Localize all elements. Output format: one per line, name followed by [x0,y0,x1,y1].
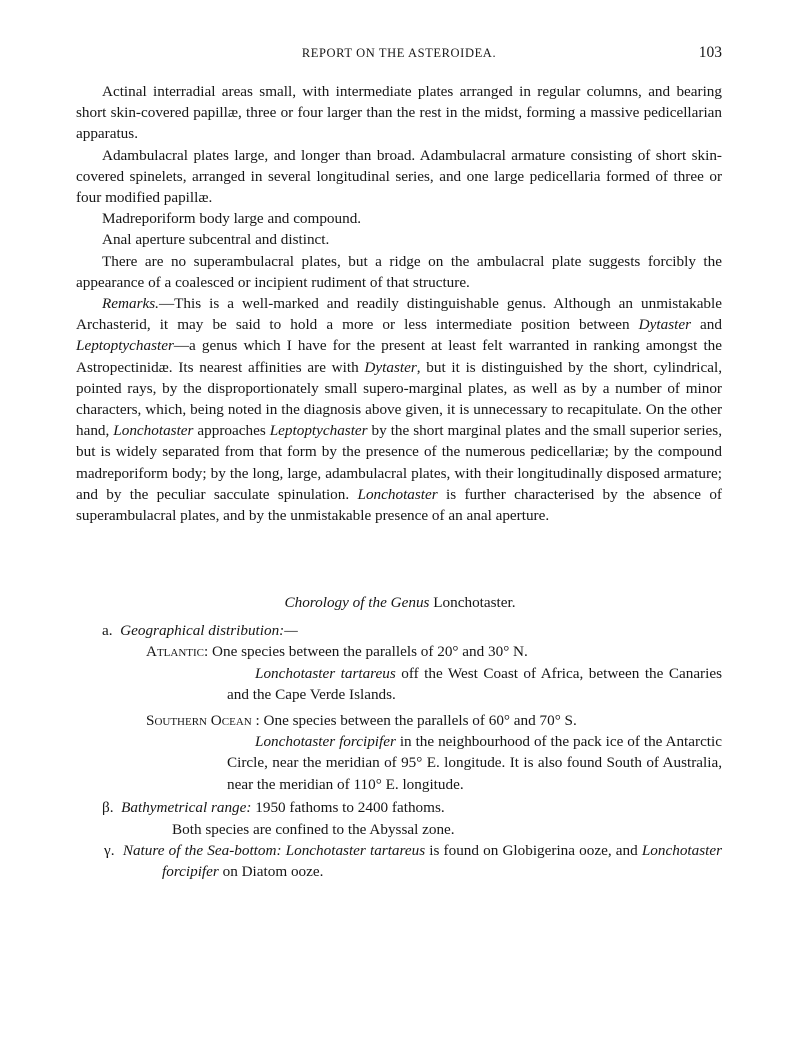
species-name: Lonchotaster tartareus [285,842,426,860]
paragraph-adambulacral-plates: Adambulacral plates large, and longer than broad. Adambulacral armature consisting of short skin-covered spinelets, arranged in several longitudinal series, and one large pedicellaria formed of three or four modified papillæ. [76,146,722,207]
genus-name: Leptoptychaster [76,337,174,355]
sea-bottom-title: Nature of the Sea-bottom: [122,842,282,860]
southern-species-entry [76,731,722,795]
running-head: REPORT ON THE ASTEROIDEA. [301,46,497,60]
paragraph-madreporiform-body: Madreporiform body large and compound. [102,210,362,228]
bathymetrical-range [76,797,722,818]
chorology-heading-genus: Lonchotaster. [433,594,516,611]
atlantic-species-entry [76,663,722,706]
atlantic-label: Atlantic [146,643,205,661]
atlantic-detail: off the West Coast of Africa, between the Canaries and the Cape Verde Islands. [227,664,722,704]
genus-name: Leptoptychaster [269,422,368,440]
geographical-distribution-title: Geographical distribution:— [120,622,298,639]
section-marker-beta: β. [102,799,114,817]
bathymetrical-range-text: 1950 fathoms to 2400 fathoms. [251,799,445,817]
geographical-distribution-heading [76,620,722,641]
genus-name: Dytaster [638,316,691,334]
genus-name: Dytaster [364,358,417,376]
page-header [76,46,722,68]
southern-detail: in the neighbourhood of the pack ice of the Antarctic Circle, near the meridian of 95° E. longitude. It is also found South of Australia, near the meridian of 110° E. longitude. [227,733,722,793]
chorology-heading-italic: Chorology of the Genus [284,594,430,611]
species-name: Lonchotaster forcipifer [162,842,723,881]
southern-ocean-region [76,710,722,731]
chorology-heading [0,594,800,612]
genus-name: Lonchotaster [357,485,438,503]
species-name: Lonchotaster tartareus [255,664,396,682]
paragraph-remarks [76,293,722,526]
remarks-text: and [690,316,722,334]
remarks-text: —a genus which I have for the present at least felt warranted in ranking amongst the Astropectinidæ. Its nearest affinities are with [76,337,722,376]
genus-description [76,81,722,526]
bathymetrical-range-title: Bathymetrical range: [121,799,252,817]
genus-name: Lonchotaster [113,422,194,440]
remarks-text: , but it is distinguished by the short, cylindrical, pointed rays, by the disproportionately small supero-marginal plates, as well as by a number of minor characters, which, being noted in the diagnosis above given, it is unnecessary to recapitulate. On the other hand, [76,358,722,440]
section-marker-alpha: a. [102,622,113,639]
paragraph-anal-aperture: Anal aperture subcentral and distinct. [102,231,330,249]
remarks-text: —This is a well-marked and readily distinguishable genus. Although an unmistakable Archasterid, it may be said to hold a more or less intermediate position between [76,295,722,334]
abyssal-zone-note: Both species are confined to the Abyssal zone. [172,820,455,838]
remarks-label: Remarks. [102,295,159,313]
southern-ocean-label: Southern Ocean [146,711,252,729]
remarks-text: approaches [193,422,270,440]
atlantic-region [76,641,722,662]
page-number: 103 [698,44,722,61]
section-marker-gamma: γ. [104,842,115,860]
sea-bottom-text: is found on Globigerina ooze, and [425,842,642,860]
paragraph-superambulacral-plates: There are no superambulacral plates, but a ridge on the ambulacral plate suggests forcibly the appearance of a coalesced or incipient rudiment of that structure. [76,252,722,291]
atlantic-text: : One species between the parallels of 20° and 30° N. [204,643,528,661]
species-name: Lonchotaster forcipifer [255,733,396,751]
remarks-text: by the short marginal plates and the small superior series, but is widely separated from that form by the presence of the numerous pedicellariæ; by the compound madreporiform body; by the long, large, adambulacral plates, with their longitudinally disposed armature; and by the peculiar sacculate spinulation. [76,422,723,503]
sea-bottom-text: on Diatom ooze. [218,863,324,881]
chorology-section [76,620,722,883]
sea-bottom-nature [76,840,722,883]
paragraph-actinal-areas: Actinal interradial areas small, with intermediate plates arranged in regular columns, and bearing short skin-covered papillæ, three or four larger than the rest in the midst, forming a massive pedicellarian apparatus. [76,83,722,143]
southern-ocean-text: : One species between the parallels of 60° and 70° S. [251,711,577,729]
remarks-text: is further characterised by the absence of superambulacral plates, and by the unmistakable presence of an anal aperture. [76,485,722,525]
